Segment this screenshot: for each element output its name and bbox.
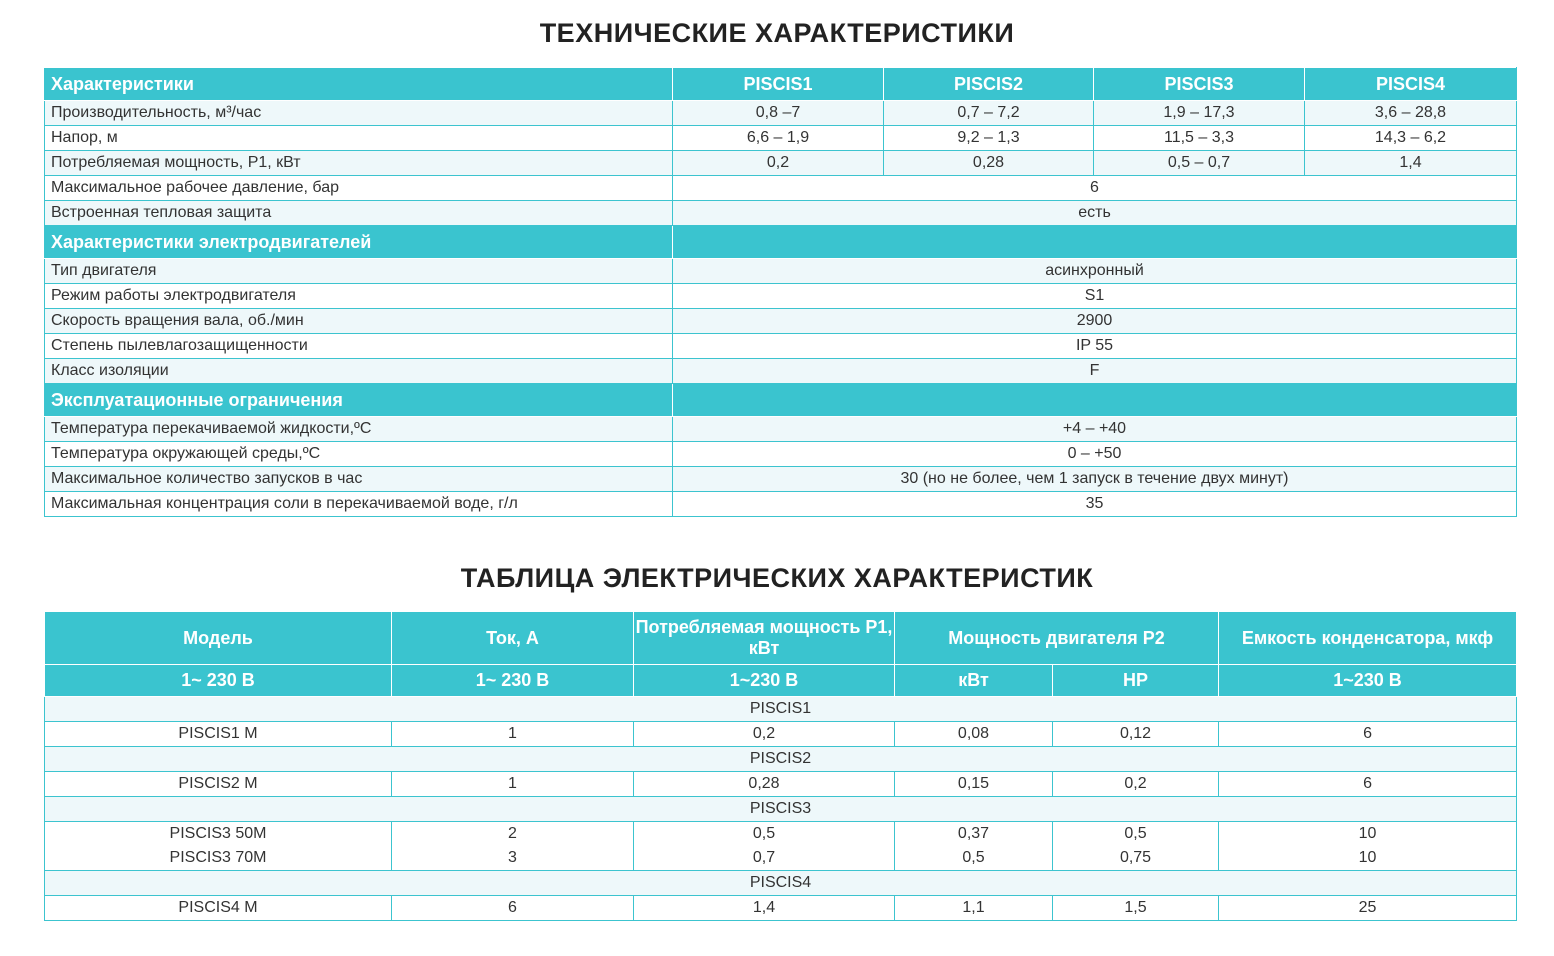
cell-value: F: [673, 359, 1517, 384]
group-label: PISCIS4: [45, 871, 1517, 896]
table-row: [45, 151, 1517, 176]
row-label: Встроенная тепловая защита: [45, 201, 673, 226]
cell-model: PISCIS2 M: [45, 772, 392, 797]
cell-capacitor: 6: [1219, 722, 1517, 747]
cell-value: 3,6 – 28,8: [1305, 101, 1517, 126]
section-header-motor: [45, 226, 1517, 259]
row-label: Максимальное количество запусков в час: [45, 467, 673, 492]
hp-line: 0,75: [1119, 849, 1152, 866]
table-row: [45, 442, 1517, 467]
table-row: [45, 822, 1517, 871]
cell-kw: [895, 822, 1053, 871]
header-capacitor: Емкость конденсатора, мкф: [1219, 612, 1517, 665]
group-label: PISCIS3: [45, 797, 1517, 822]
cell-value: асинхронный: [673, 259, 1517, 284]
table-row: [45, 334, 1517, 359]
hp-line: 0,5: [1124, 825, 1147, 842]
table-row: [45, 492, 1517, 517]
kw-line: 0,5: [962, 849, 985, 866]
subheader-capacitor: 1~230 В: [1219, 665, 1517, 697]
cell-value: 35: [673, 492, 1517, 517]
p1-line: 0,7: [752, 849, 776, 866]
cell-value: 11,5 – 3,3: [1094, 126, 1305, 151]
elec-subheader-row: [45, 665, 1517, 697]
cell-p1: [634, 822, 895, 871]
row-label: Производительность, м³/час: [45, 101, 673, 126]
cell-value: 2900: [673, 309, 1517, 334]
model-line: PISCIS3 50M: [169, 825, 267, 842]
tech-header-label: Характеристики: [45, 68, 673, 101]
elec-header-row: [45, 612, 1517, 665]
model-header-piscis3: PISCIS3: [1094, 68, 1305, 101]
group-label: PISCIS2: [45, 747, 1517, 772]
cell-hp: 1,5: [1053, 896, 1219, 921]
header-model: Модель: [45, 612, 392, 665]
cell-current: 1: [392, 772, 634, 797]
cell-current: 6: [392, 896, 634, 921]
model-header-piscis1: PISCIS1: [673, 68, 884, 101]
cell-hp: 0,2: [1053, 772, 1219, 797]
header-current: Ток, А: [392, 612, 634, 665]
table-row: [45, 259, 1517, 284]
cell-value: 9,2 – 1,3: [884, 126, 1094, 151]
section-title: Эксплуатационные ограничения: [45, 384, 673, 417]
cell-value: S1: [673, 284, 1517, 309]
tech-header-row: [45, 68, 1517, 101]
current-line: 3: [508, 849, 517, 866]
group-row: [45, 697, 1517, 722]
subheader-kw: кВт: [895, 665, 1053, 697]
table-row: [45, 772, 1517, 797]
row-label: Температура перекачиваемой жидкости,ºС: [45, 417, 673, 442]
row-label: Температура окружающей среды,ºС: [45, 442, 673, 467]
section-title: Характеристики электродвигателей: [45, 226, 673, 259]
header-power-p1: Потребляемая мощность Р1, кВт: [634, 612, 895, 665]
table-row: [45, 722, 1517, 747]
table-row: [45, 309, 1517, 334]
group-row: [45, 797, 1517, 822]
cell-current: 1: [392, 722, 634, 747]
subheader-current: 1~ 230 В: [392, 665, 634, 697]
cell-model: PISCIS1 M: [45, 722, 392, 747]
section-header-limits: [45, 384, 1517, 417]
model-line: PISCIS3 70M: [169, 849, 267, 866]
group-row: [45, 871, 1517, 896]
cell-capacitor: [1219, 822, 1517, 871]
subheader-power-p1: 1~230 В: [634, 665, 895, 697]
row-label: Напор, м: [45, 126, 673, 151]
row-label: Максимальное рабочее давление, бар: [45, 176, 673, 201]
cell-value: 6: [673, 176, 1517, 201]
cell-kw: 0,08: [895, 722, 1053, 747]
subheader-model: 1~ 230 В: [45, 665, 392, 697]
table-row: [45, 201, 1517, 226]
table-row: [45, 101, 1517, 126]
capacitor-line: 10: [1358, 849, 1377, 866]
table-row: [45, 126, 1517, 151]
model-header-piscis4: PISCIS4: [1305, 68, 1517, 101]
cell-value: 0,5 – 0,7: [1094, 151, 1305, 176]
table-row: [45, 176, 1517, 201]
table-row: [45, 896, 1517, 921]
tech-specs-table: [44, 67, 1517, 517]
row-label: Режим работы электродвигателя: [45, 284, 673, 309]
cell-value: 0,8 –7: [673, 101, 884, 126]
group-row: [45, 747, 1517, 772]
table-row: [45, 417, 1517, 442]
cell-capacitor: 6: [1219, 772, 1517, 797]
cell-value: 0,2: [673, 151, 884, 176]
cell-value: 0 – +50: [673, 442, 1517, 467]
cell-capacitor: 25: [1219, 896, 1517, 921]
cell-p1: 1,4: [634, 896, 895, 921]
cell-kw: 1,1: [895, 896, 1053, 921]
cell-kw: 0,15: [895, 772, 1053, 797]
group-label: PISCIS1: [45, 697, 1517, 722]
electrical-specs-table: [44, 611, 1517, 921]
cell-p1: 0,28: [634, 772, 895, 797]
cell-value: 6,6 – 1,9: [673, 126, 884, 151]
table-row: [45, 359, 1517, 384]
row-label: Степень пылевлагозащищенности: [45, 334, 673, 359]
model-header-piscis2: PISCIS2: [884, 68, 1094, 101]
section-filler: [673, 384, 1517, 417]
cell-value: IP 55: [673, 334, 1517, 359]
row-label: Потребляемая мощность, Р1, кВт: [45, 151, 673, 176]
cell-value: 1,4: [1305, 151, 1517, 176]
tech-specs-title: ТЕХНИЧЕСКИЕ ХАРАКТЕРИСТИКИ: [539, 18, 1015, 48]
subheader-hp: HP: [1053, 665, 1219, 697]
cell-p1: 0,2: [634, 722, 895, 747]
cell-value: 0,28: [884, 151, 1094, 176]
cell-current: [392, 822, 634, 871]
table-row: [45, 284, 1517, 309]
cell-model: PISCIS4 M: [45, 896, 392, 921]
section-filler: [673, 226, 1517, 259]
cell-value: 0,7 – 7,2: [884, 101, 1094, 126]
cell-hp: 0,12: [1053, 722, 1219, 747]
table-row: [45, 467, 1517, 492]
electrical-specs-title: ТАБЛИЦА ЭЛЕКТРИЧЕСКИХ ХАРАКТЕРИСТИК: [460, 563, 1094, 593]
current-line: 2: [508, 825, 517, 842]
p1-line: 0,5: [752, 825, 776, 842]
cell-value: +4 – +40: [673, 417, 1517, 442]
row-label: Скорость вращения вала, об./мин: [45, 309, 673, 334]
header-power-p2: Мощность двигателя Р2: [895, 612, 1219, 665]
cell-value: 30 (но не более, чем 1 запуск в течение двух минут): [673, 467, 1517, 492]
cell-value: 1,9 – 17,3: [1094, 101, 1305, 126]
cell-value: есть: [673, 201, 1517, 226]
row-label: Тип двигателя: [45, 259, 673, 284]
row-label: Класс изоляции: [45, 359, 673, 384]
capacitor-line: 10: [1358, 825, 1377, 842]
cell-hp: [1053, 822, 1219, 871]
kw-line: 0,37: [957, 825, 990, 842]
cell-value: 14,3 – 6,2: [1305, 126, 1517, 151]
cell-model: [45, 822, 392, 871]
row-label: Максимальная концентрация соли в перекачиваемой воде, г/л: [45, 492, 673, 517]
